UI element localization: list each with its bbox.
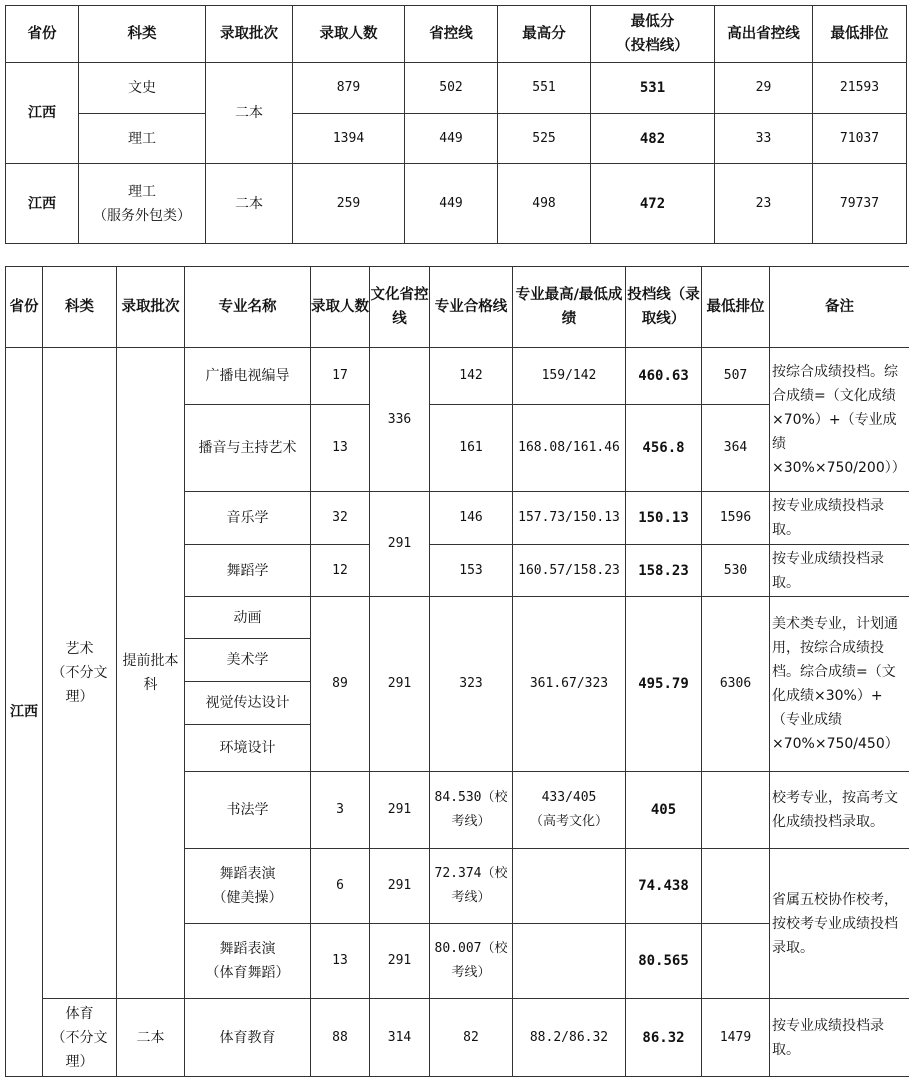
header-cell: 最低排位 — [813, 6, 907, 63]
header-cell: 最高分 — [498, 6, 591, 63]
header-cell: 科类 — [79, 6, 206, 63]
major-cell: 动画 — [185, 597, 311, 639]
header-cell: 录取人数 — [311, 267, 370, 348]
above-line-cell: 23 — [715, 164, 813, 244]
header-cell: 投档线（录取线） — [626, 267, 702, 348]
count-cell: 879 — [293, 63, 405, 114]
note-cell: 按专业成绩投档录取。 — [770, 492, 909, 545]
major-cell: 体育教育 — [185, 999, 311, 1077]
province-cell: 江西 — [6, 63, 79, 164]
major-cell: 广播电视编导 — [185, 348, 311, 405]
rank-cell — [702, 924, 770, 999]
subject-cell: 文史 — [79, 63, 206, 114]
rank-cell — [702, 772, 770, 849]
subject-cell: 体育 （不分文理） — [43, 999, 117, 1077]
count-cell: 6 — [311, 849, 370, 924]
culture-line-cell: 291 — [370, 924, 430, 999]
header-cell: 文化省控线 — [370, 267, 430, 348]
pro-range-cell — [513, 849, 626, 924]
header-cell: 最低排位 — [702, 267, 770, 348]
note-cell: 按综合成绩投档。综合成绩=（文化成绩×70%）+（专业成绩×30%×750/200）） — [770, 348, 909, 492]
batch-cell: 二本 — [206, 164, 293, 244]
admission-summary-table — [5, 5, 907, 244]
pro-line-cell: 72.374（校考线） — [430, 849, 513, 924]
count-cell: 13 — [311, 405, 370, 492]
min-score-cell: 472 — [591, 164, 715, 244]
pro-range-cell: 361.67/323 — [513, 597, 626, 772]
subject-cell: 艺术 （不分文理） — [43, 348, 117, 999]
rank-cell: 21593 — [813, 63, 907, 114]
pro-line-cell: 82 — [430, 999, 513, 1077]
header-cell: 备注 — [770, 267, 909, 348]
control-line-cell: 502 — [405, 63, 498, 114]
header-cell: 专业最高/最低成绩 — [513, 267, 626, 348]
major-cell: 音乐学 — [185, 492, 311, 545]
header-cell: 专业合格线 — [430, 267, 513, 348]
pro-line-cell: 146 — [430, 492, 513, 545]
above-line-cell: 29 — [715, 63, 813, 114]
culture-line-cell: 314 — [370, 999, 430, 1077]
pro-line-cell: 84.530（校考线） — [430, 772, 513, 849]
count-cell: 1394 — [293, 114, 405, 164]
province-cell: 江西 — [6, 164, 79, 244]
table-row — [6, 63, 907, 114]
rank-cell: 1479 — [702, 999, 770, 1077]
rank-cell: 364 — [702, 405, 770, 492]
table-row — [6, 348, 909, 405]
major-cell: 环境设计 — [185, 725, 311, 772]
admission-line-cell: 495.79 — [626, 597, 702, 772]
pro-range-cell: 159/142 — [513, 348, 626, 405]
header-cell: 专业名称 — [185, 267, 311, 348]
header-cell: 省份 — [6, 6, 79, 63]
rank-cell: 1596 — [702, 492, 770, 545]
max-score-cell: 551 — [498, 63, 591, 114]
count-cell: 3 — [311, 772, 370, 849]
control-line-cell: 449 — [405, 164, 498, 244]
count-cell: 12 — [311, 545, 370, 597]
pro-line-cell: 161 — [430, 405, 513, 492]
max-score-cell: 498 — [498, 164, 591, 244]
subject-cell: 理工 （服务外包类） — [79, 164, 206, 244]
admission-line-cell: 456.8 — [626, 405, 702, 492]
note-cell: 按专业成绩投档录取。 — [770, 545, 909, 597]
batch-cell: 提前批本科 — [117, 348, 185, 999]
rank-cell: 79737 — [813, 164, 907, 244]
table-row — [6, 114, 907, 164]
max-score-cell: 525 — [498, 114, 591, 164]
header-cell: 录取批次 — [206, 6, 293, 63]
min-score-cell: 482 — [591, 114, 715, 164]
admission-line-cell: 74.438 — [626, 849, 702, 924]
note-cell: 按专业成绩投档录取。 — [770, 999, 909, 1077]
above-line-cell: 33 — [715, 114, 813, 164]
count-cell: 89 — [311, 597, 370, 772]
culture-line-cell: 336 — [370, 348, 430, 492]
count-cell: 17 — [311, 348, 370, 405]
subject-cell: 理工 — [79, 114, 206, 164]
admission-line-cell: 460.63 — [626, 348, 702, 405]
art-sport-admission-table — [5, 266, 909, 1077]
major-cell: 播音与主持艺术 — [185, 405, 311, 492]
pro-range-cell: 168.08/161.46 — [513, 405, 626, 492]
table-header-row — [6, 6, 907, 63]
pro-range-cell: 88.2/86.32 — [513, 999, 626, 1077]
major-cell: 舞蹈表演 （健美操） — [185, 849, 311, 924]
header-cell: 录取人数 — [293, 6, 405, 63]
culture-line-cell: 291 — [370, 849, 430, 924]
batch-cell: 二本 — [117, 999, 185, 1077]
pro-range-cell — [513, 924, 626, 999]
count-cell: 32 — [311, 492, 370, 545]
major-cell: 舞蹈学 — [185, 545, 311, 597]
control-line-cell: 449 — [405, 114, 498, 164]
province-cell: 江西 — [6, 348, 43, 1077]
note-cell: 校考专业，按高考文化成绩投档录取。 — [770, 772, 909, 849]
pro-line-cell: 153 — [430, 545, 513, 597]
pro-range-cell: 160.57/158.23 — [513, 545, 626, 597]
table-row — [6, 999, 909, 1077]
count-cell: 88 — [311, 999, 370, 1077]
culture-line-cell: 291 — [370, 772, 430, 849]
count-cell: 259 — [293, 164, 405, 244]
admission-line-cell: 86.32 — [626, 999, 702, 1077]
batch-cell: 二本 — [206, 63, 293, 164]
rank-cell: 507 — [702, 348, 770, 405]
rank-cell: 71037 — [813, 114, 907, 164]
major-cell: 美术学 — [185, 639, 311, 682]
table-header-row — [6, 267, 909, 348]
rank-cell: 6306 — [702, 597, 770, 772]
header-cell: 省份 — [6, 267, 43, 348]
note-cell: 省属五校协作校考，按校考专业成绩投档录取。 — [770, 849, 909, 999]
count-cell: 13 — [311, 924, 370, 999]
major-cell: 视觉传达设计 — [185, 682, 311, 725]
note-cell: 美术类专业，计划通用，按综合成绩投档。综合成绩=（文化成绩×30%）+（专业成绩×70%×750/450） — [770, 597, 909, 772]
min-score-cell: 531 — [591, 63, 715, 114]
header-cell: 最低分 （投档线） — [591, 6, 715, 63]
pro-line-cell: 80.007（校考线） — [430, 924, 513, 999]
admission-line-cell: 158.23 — [626, 545, 702, 597]
header-cell: 录取批次 — [117, 267, 185, 348]
major-cell: 舞蹈表演 （体育舞蹈） — [185, 924, 311, 999]
header-cell: 科类 — [43, 267, 117, 348]
header-cell: 高出省控线 — [715, 6, 813, 63]
admission-line-cell: 150.13 — [626, 492, 702, 545]
pro-line-cell: 142 — [430, 348, 513, 405]
pro-line-cell: 323 — [430, 597, 513, 772]
major-cell: 书法学 — [185, 772, 311, 849]
pro-range-cell: 157.73/150.13 — [513, 492, 626, 545]
culture-line-cell: 291 — [370, 492, 430, 597]
rank-cell: 530 — [702, 545, 770, 597]
admission-line-cell: 80.565 — [626, 924, 702, 999]
admission-line-cell: 405 — [626, 772, 702, 849]
culture-line-cell: 291 — [370, 597, 430, 772]
pro-range-cell: 433/405 （高考文化） — [513, 772, 626, 849]
table-row — [6, 164, 907, 244]
header-cell: 省控线 — [405, 6, 498, 63]
rank-cell — [702, 849, 770, 924]
